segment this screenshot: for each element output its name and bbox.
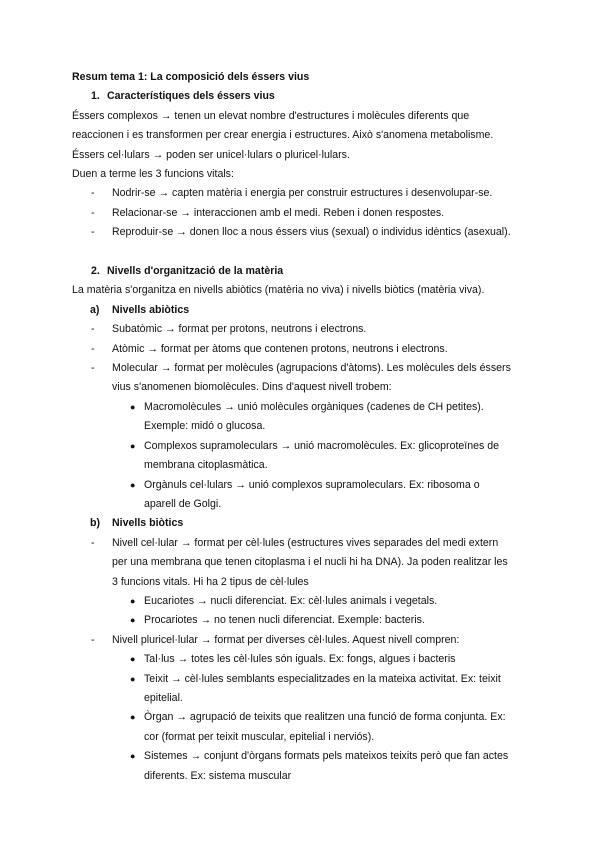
section-1-title: Característiques dels éssers vius [107, 90, 275, 103]
list-item [72, 534, 532, 553]
list-item [72, 204, 532, 223]
paragraph: La matèria s'organitza en nivells abiòtics (matèria no viva) i nivells biòtics (matèria viva). [72, 284, 485, 297]
bullet-item-text: Òrgan → agrupació de teixits que realitzen una funció de forma conjunta. Ex: [144, 711, 506, 724]
bullet-item-continuation: Exemple: midó o glucosa. [144, 420, 266, 433]
dash-marker: - [91, 342, 95, 355]
section-1-number: 1. [91, 90, 100, 103]
list-item-text: Reproduir-se → donen lloc a nous éssers vius (sexual) o individus idèntics (asexual). [112, 226, 511, 239]
bullet-marker: ● [130, 751, 136, 762]
list-item [72, 359, 532, 378]
bullet-item-continuation: diferents. Ex: sistema muscular [144, 769, 292, 782]
list-item-text: Molecular → format per molècules (agrupacions d'àtoms). Les molècules dels éssers [112, 362, 511, 375]
list-item [72, 184, 532, 203]
list-item [72, 320, 532, 339]
bullet-marker: ● [130, 595, 136, 606]
bullet-item [72, 670, 532, 689]
bullet-item-text: Orgànuls cel·lulars → unió complexos supramoleculars. Ex: ribosoma o [144, 478, 480, 491]
bullet-item-continuation: epitelial. [144, 691, 183, 704]
dash-marker: - [91, 536, 95, 549]
list-item [72, 340, 532, 359]
bullet-item-text: Procariotes → no tenen nucli diferenciat. Exemple: bacteris. [144, 614, 425, 627]
paragraph: Duen a terme les 3 funcions vitals: [72, 168, 234, 181]
list-item-continuation: per una membrana que tenen citoplasma i el nucli hi ha DNA). Ja poden realitzar les [112, 556, 508, 569]
subsection-b-label: b) [90, 517, 100, 530]
list-item-text: Subatòmic → format per protons, neutrons i electrons. [112, 323, 367, 336]
bullet-item-text: Complexos supramoleculars → unió macromolècules. Ex: glicoproteïnes de [144, 439, 500, 452]
bullet-item [72, 708, 532, 727]
dash-marker: - [91, 226, 95, 239]
section-2-number: 2. [91, 265, 100, 278]
paragraph: Éssers cel·lulars → poden ser unicel·lulars o pluricel·lulars. [72, 148, 350, 161]
subsection-b-title: Nivells biòtics [112, 517, 184, 530]
list-item-text: Nivell pluricel·lular → format per diverses cèl·lules. Aquest nivell compren: [112, 633, 460, 646]
bullet-marker: ● [130, 615, 136, 626]
section-2-heading [72, 262, 532, 281]
bullet-item-text: Teixit → cèl·lules semblants especialitzades en la mateixa activitat. Ex: teixit [144, 672, 501, 685]
list-item [72, 223, 532, 242]
document-body [72, 68, 532, 786]
section-2-title: Nivells d'organització de la matèria [107, 265, 284, 278]
subsection-b-heading [72, 514, 532, 533]
bullet-marker: ● [130, 673, 136, 684]
bullet-marker: ● [130, 440, 136, 451]
dash-marker: - [91, 362, 95, 375]
document-title: Resum tema 1: La composició dels éssers vius [72, 71, 310, 83]
bullet-item-text: Macromolècules → unió molècules orgàniques (cadenes de CH petites). [144, 400, 484, 413]
bullet-item-continuation: membrana citoplasmàtica. [144, 459, 268, 472]
dash-marker: - [91, 323, 95, 336]
dash-marker: - [91, 187, 95, 200]
subsection-a-title: Nivells abiòtics [112, 303, 190, 316]
list-item-continuation: vius s'anomenen biomolècules. Dins d'aquest nivell trobem: [112, 381, 392, 394]
bullet-item-text: Tal·lus → totes les cèl·lules són iguals. Ex: fongs, algues i bacteris [144, 653, 456, 666]
bullet-item [72, 476, 532, 495]
bullet-item [72, 437, 532, 456]
bullet-marker: ● [130, 401, 136, 412]
bullet-marker: ● [130, 654, 136, 665]
paragraph: reaccionen i es transformen per crear energia i estructures. Això s'anomena metabolisme. [72, 129, 494, 142]
bullet-item [72, 650, 532, 669]
bullet-item-continuation: cor (format per teixit muscular, epitelial i nerviós). [144, 730, 375, 743]
list-item-text: Nodrir-se → capten matèria i energia per construir estructures i desenvolupar-se. [112, 187, 493, 200]
list-item [72, 631, 532, 650]
bullet-item-text: Eucariotes → nucli diferenciat. Ex: cèl·lules animals i vegetals. [144, 594, 438, 607]
bullet-item [72, 398, 532, 417]
list-item-continuation: 3 funcions vitals. Hi ha 2 tipus de cèl·lules [112, 575, 309, 588]
bullet-marker: ● [130, 479, 136, 490]
bullet-item-text: Sistemes → conjunt d'òrgans formats pels mateixos teixits però que fan actes [144, 750, 509, 763]
dash-marker: - [91, 206, 95, 219]
paragraph: Éssers complexos → tenen un elevat nombre d'estructures i molècules diferents que [72, 109, 470, 122]
subsection-a-label: a) [90, 303, 100, 316]
list-item-text: Nivell cel·lular → format per cèl·lules (estructures vives separades del medi extern [112, 536, 499, 549]
bullet-item [72, 592, 532, 611]
bullet-marker: ● [130, 712, 136, 723]
spacer [72, 243, 532, 262]
subsection-a-heading [72, 301, 532, 320]
list-item-text: Relacionar-se → interaccionen amb el medi. Reben i donen respostes. [112, 206, 445, 219]
section-1-heading [72, 87, 532, 106]
list-item-text: Atòmic → format per àtoms que contenen protons, neutrons i electrons. [112, 342, 448, 355]
bullet-item [72, 747, 532, 766]
bullet-item-continuation: aparell de Golgi. [144, 497, 222, 510]
dash-marker: - [91, 633, 95, 646]
bullet-item [72, 611, 532, 630]
